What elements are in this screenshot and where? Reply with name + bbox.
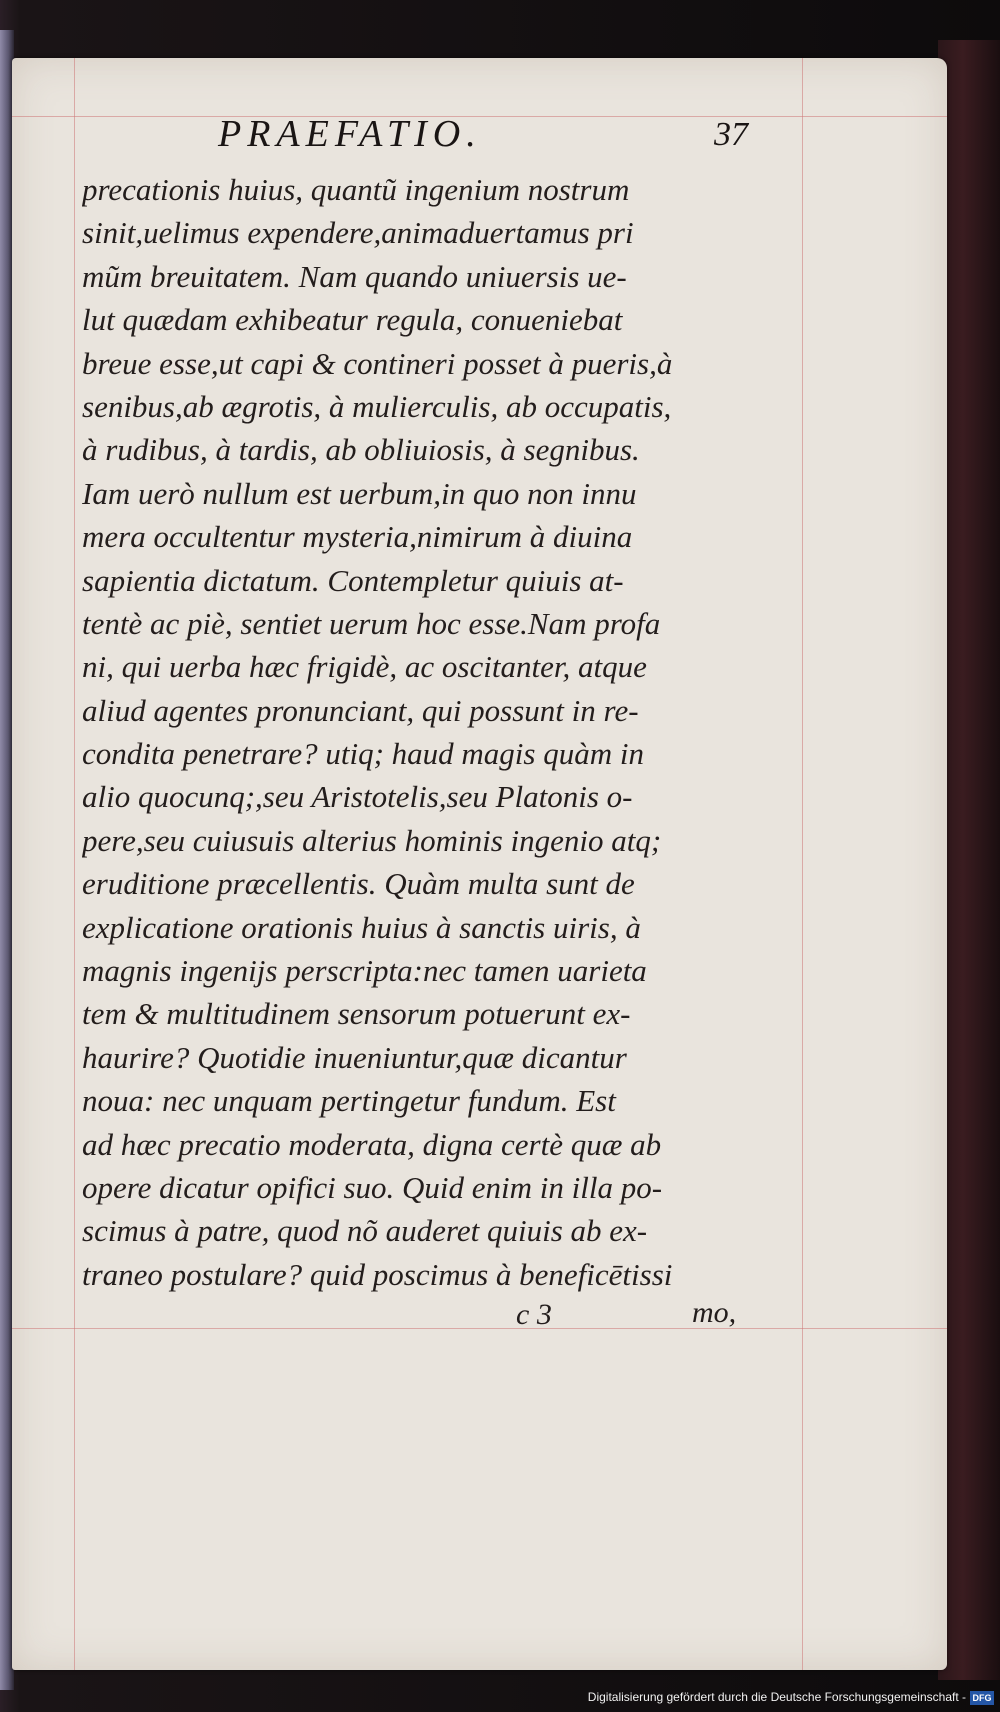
funding-note: Digitalisierung gefördert durch die Deutsche Forschungsgemeinschaft -	[587, 1690, 966, 1704]
book-page	[12, 58, 947, 1670]
text-line: precationis huius, quantũ ingenium nostrum	[82, 172, 630, 207]
page-text-block	[12, 58, 947, 1670]
text-line: à rudibus, à tardis, ab obliuiosis, à segnibus.	[82, 432, 640, 468]
text-line: senibus,ab ægrotis, à mulierculis, ab occupatis,	[82, 388, 672, 424]
text-line: explicatione orationis huius à sanctis uiris, à	[82, 909, 641, 945]
text-line: traneo postulare? quid poscimus à beneficētissi	[82, 1256, 673, 1292]
text-line: condita penetrare? utiq; haud magis quàm in	[82, 736, 644, 772]
body-text	[82, 168, 782, 1296]
book-edge-right	[938, 40, 1000, 1680]
text-line: haurire? Quotidie inueniuntur,quæ dicantur	[82, 1039, 627, 1075]
text-line: lut quædam exhibeatur regula, conueniebat	[82, 302, 623, 338]
text-line: eruditione præcellentis. Quàm multa sunt de	[82, 866, 635, 902]
text-line: sapientia dictatum. Contempletur quiuis at-	[82, 562, 624, 598]
text-line: aliud agentes pronunciant, qui possunt in re-	[82, 692, 639, 728]
text-line: scimus à patre, quod nõ auderet quiuis ab ex-	[82, 1213, 648, 1249]
text-line: mũm breuitatem. Nam quando uniuersis ue-	[82, 258, 627, 294]
text-line: tentè ac piè, sentiet uerum hoc esse.Nam profa	[82, 605, 661, 641]
text-line: alio quocunq;,seu Aristotelis,seu Platonis o-	[82, 779, 633, 815]
dfg-logo: DFG	[970, 1691, 994, 1705]
catchword: mo,	[692, 1296, 737, 1329]
text-line: opere dicatur opifici suo. Quid enim in illa po-	[82, 1169, 663, 1205]
text-line: sinit,uelimus expendere,animaduertamus pri	[82, 215, 634, 251]
signature-mark: c 3	[516, 1298, 552, 1331]
text-line: breue esse,ut capi & contineri posset à pueris,à	[82, 345, 673, 381]
text-line: noua: nec unquam pertingetur fundum. Est	[82, 1083, 616, 1119]
text-line: tem & multitudinem sensorum potuerunt ex-	[82, 996, 631, 1032]
text-line: ni, qui uerba hæc frigidè, ac oscitanter, atque	[82, 649, 647, 685]
text-line: mera occultentur mysteria,nimirum à diuina	[82, 519, 633, 555]
text-line: magnis ingenijs perscripta:nec tamen uarieta	[82, 953, 647, 989]
running-head: PRAEFATIO.	[218, 113, 482, 155]
text-line: Iam uerò nullum est uerbum,in quo non innu	[82, 475, 637, 511]
text-line: ad hæc precatio moderata, digna certè quæ ab	[82, 1126, 662, 1162]
text-line: pere,seu cuiusuis alterius hominis ingenio atq;	[82, 822, 662, 858]
page-number: 37	[714, 116, 748, 153]
